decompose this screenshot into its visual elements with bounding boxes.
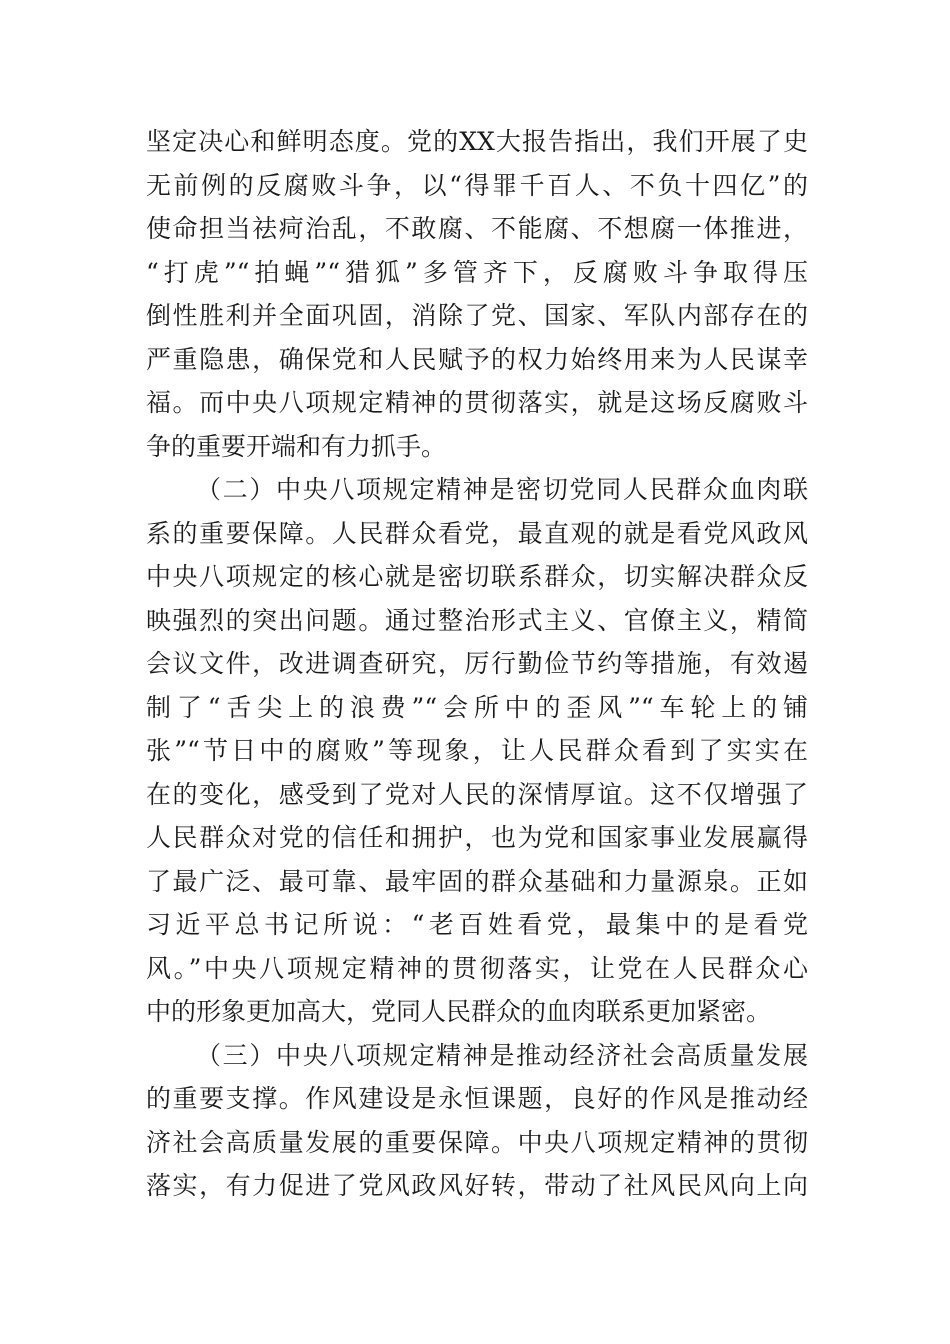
body-text xyxy=(146,120,808,1208)
text-line: 系的重要保障。人民群众看党，最直观的就是看党风政风 xyxy=(146,518,808,548)
text-line: 福。而中央八项规定精神的贯彻落实，就是这场反腐败斗 xyxy=(146,388,808,417)
text-line: 无前例的反腐败斗争，以“得罪千百人、不负十四亿”的 xyxy=(146,170,808,200)
text-line: 张”“节日中的腐败”等现象，让人民群众看到了实实在 xyxy=(146,736,808,765)
text-line: 倒性胜利并全面巩固，消除了党、国家、军队内部存在的 xyxy=(146,301,808,330)
text-line: 会议文件，改进调查研究，厉行勤俭节约等措施，有效遏 xyxy=(146,649,808,678)
text-line: 在的变化，感受到了党对人民的深情厚谊。这不仅增强了 xyxy=(146,779,808,809)
text-line: 映强烈的突出问题。通过整治形式主义、官僚主义，精简 xyxy=(146,605,808,635)
paragraph-heading-line: （二）中央八项规定精神是密切党同人民群众血肉联 xyxy=(196,475,808,504)
text-line: 了最广泛、最可靠、最牢固的群众基础和力量源泉。正如 xyxy=(146,866,808,896)
text-line: 使命担当祛疴治乱，不敢腐、不能腐、不想腐一体推进， xyxy=(146,214,808,243)
text-line: 争的重要开端和有力抓手。 xyxy=(146,431,447,461)
text-line: 制了“舌尖上的浪费”“会所中的歪风”“车轮上的铺 xyxy=(146,692,808,722)
text-line: 风。”中央八项规定精神的贯彻落实，让党在人民群众心 xyxy=(146,953,808,983)
text-line: 中央八项规定的核心就是密切联系群众，切实解决群众反 xyxy=(146,562,808,591)
text-line: 落实，有力促进了党风政风好转，带动了社风民风向上向 xyxy=(146,1171,808,1200)
text-line: 中的形象更加高大，党同人民群众的血肉联系更加紧密。 xyxy=(146,997,772,1026)
text-line: 人民群众对党的信任和拥护，也为党和国家事业发展赢得 xyxy=(146,823,808,852)
text-line: 坚定决心和鲜明态度。党的XX大报告指出，我们开展了史 xyxy=(146,127,808,156)
text-line: “打虎”“拍蝇”“猎狐”多管齐下，反腐败斗争取得压 xyxy=(146,257,808,287)
text-line: 济社会高质量发展的重要保障。中央八项规定精神的贯彻 xyxy=(146,1127,808,1157)
text-line: 习近平总书记所说：“老百姓看党，最集中的是看党 xyxy=(146,910,808,939)
paragraph-heading-line: （三）中央八项规定精神是推动经济社会高质量发展 xyxy=(196,1040,808,1070)
text-line: 的重要支撑。作风建设是永恒课题，良好的作风是推动经 xyxy=(146,1084,808,1113)
text-line: 严重隐患，确保党和人民赋予的权力始终用来为人民谋幸 xyxy=(146,344,808,374)
